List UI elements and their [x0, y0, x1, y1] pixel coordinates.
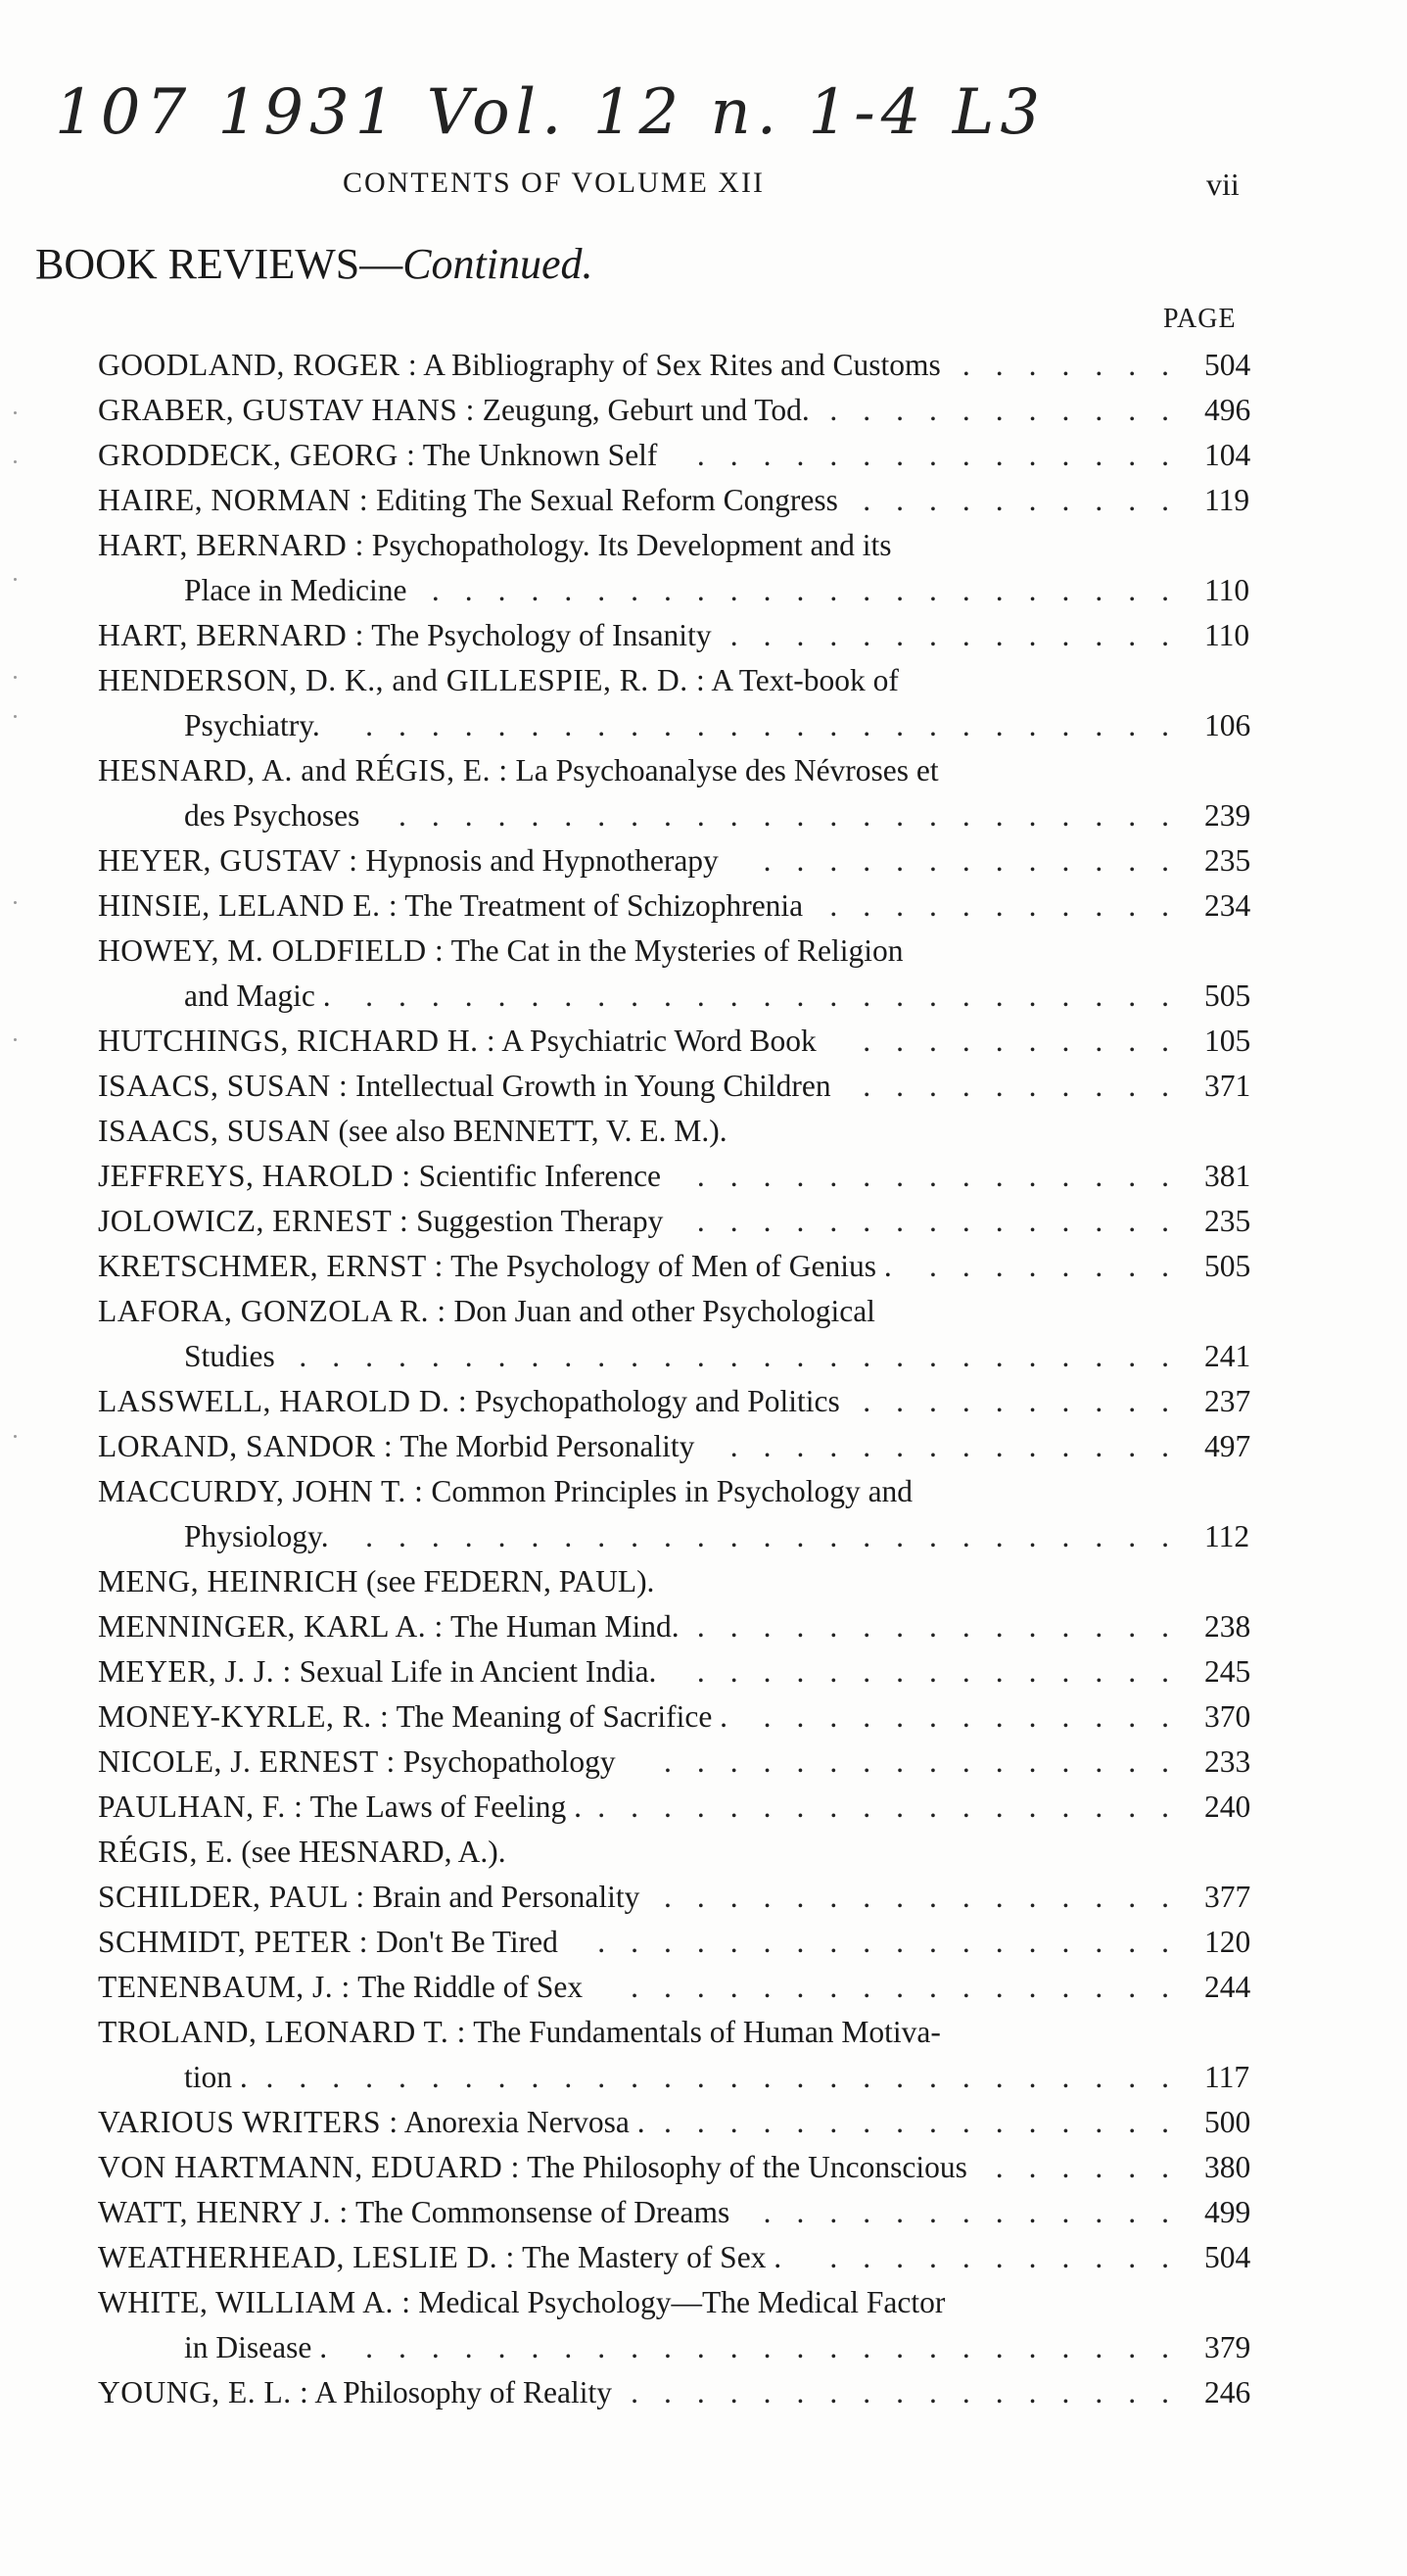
- entry-author: VARIOUS WRITERS :: [98, 2105, 399, 2139]
- entry-title: A Philosophy of Reality: [314, 2375, 613, 2409]
- entry-line: [98, 1424, 1273, 1469]
- dot-leader: ................: [664, 1744, 1195, 1779]
- running-head: CONTENTS OF VOLUME XII: [343, 167, 765, 199]
- entry-title: A Bibliography of Sex Rites and Customs: [423, 348, 941, 382]
- entry-author: HART, BERNARD :: [98, 618, 364, 652]
- entry-author: HINSIE, LELAND E. :: [98, 888, 399, 923]
- entry-line: [98, 1289, 1273, 1334]
- entry-line: [98, 1064, 1273, 1109]
- entry-title: The Mastery of Sex .: [522, 2240, 782, 2274]
- entry-author: GRODDECK, GEORG :: [98, 438, 416, 472]
- entry-author: JEFFREYS, HAROLD :: [98, 1159, 411, 1193]
- entry-page-number: 117: [1204, 2060, 1250, 2094]
- review-entry: [98, 1154, 1273, 1199]
- entry-title-continued: Physiology.: [184, 1519, 329, 1553]
- entry-line-continued: [98, 2055, 1273, 2100]
- entry-author: HART, BERNARD :: [98, 528, 364, 562]
- entry-line-continued: [98, 1334, 1273, 1379]
- entry-author: YOUNG, E. L. :: [98, 2375, 309, 2409]
- entry-line-continued: [98, 703, 1273, 748]
- dot-leader: .............: [763, 2195, 1195, 2229]
- entry-line: [98, 343, 1273, 388]
- entry-page-number: 104: [1204, 438, 1251, 472]
- entry-page-number: 233: [1204, 1744, 1251, 1779]
- review-entry: [98, 658, 1273, 748]
- entry-line: [98, 1019, 1273, 1064]
- dot-leader: ........................: [399, 798, 1195, 833]
- entry-title: Zeugung, Geburt und Tod.: [482, 393, 810, 427]
- entry-title: Hypnosis and Hypnotherapy: [365, 843, 719, 878]
- entry-page-number: 497: [1204, 1429, 1251, 1463]
- section-heading: [35, 239, 593, 289]
- entry-line: [98, 1604, 1273, 1649]
- review-entry: [98, 1424, 1273, 1469]
- dot-leader: ...............: [696, 1159, 1195, 1193]
- entry-page-number: 496: [1204, 393, 1251, 427]
- entry-line-continued: [98, 2325, 1273, 2370]
- entry-title-continued: Psychiatry.: [184, 708, 320, 742]
- dot-leader: .........................: [365, 978, 1195, 1013]
- dot-leader: ........: [929, 1249, 1195, 1283]
- review-entry: [98, 1649, 1273, 1694]
- dot-leader: .........................: [365, 2330, 1195, 2364]
- page-folio: vii: [1206, 167, 1240, 202]
- review-entry: [98, 1019, 1273, 1064]
- entry-author: MACCURDY, JOHN T. :: [98, 1474, 424, 1508]
- entry-title: (see FEDERN, PAUL).: [365, 1564, 655, 1598]
- entry-line: [98, 2100, 1273, 2145]
- entry-line: [98, 2280, 1273, 2325]
- margin-specks: [0, 0, 39, 2576]
- entry-page-number: 241: [1204, 1339, 1251, 1373]
- entry-title: The Riddle of Sex: [357, 1970, 584, 2004]
- entry-title: (see HESNARD, A.).: [241, 1835, 506, 1869]
- entry-title-continued: tion .: [184, 2060, 248, 2094]
- entry-line: [98, 1785, 1273, 1830]
- entry-line: [98, 838, 1273, 883]
- entry-line: [98, 1244, 1273, 1289]
- review-entry: [98, 1830, 1273, 1875]
- entry-author: LASSWELL, HAROLD D. :: [98, 1384, 468, 1418]
- review-entry: [98, 2100, 1273, 2145]
- entry-author: LAFORA, GONZOLA R. :: [98, 1294, 446, 1328]
- entry-title: A Psychiatric Word Book: [501, 1024, 817, 1058]
- dot-leader: ...........: [829, 2240, 1195, 2274]
- entry-title: The Commonsense of Dreams: [354, 2195, 730, 2229]
- entry-title-continued: Place in Medicine: [184, 573, 407, 607]
- entry-line-continued: [98, 974, 1273, 1019]
- review-entry: [98, 1379, 1273, 1424]
- dot-leader: ..........: [863, 483, 1195, 517]
- entry-title: The Morbid Personality: [399, 1429, 695, 1463]
- entry-title: Editing The Sexual Reform Congress: [376, 483, 838, 517]
- entry-author: HEYER, GUSTAV :: [98, 843, 358, 878]
- entry-author: GOODLAND, ROGER :: [98, 348, 418, 382]
- entry-author: WHITE, WILLIAM A. :: [98, 2285, 411, 2319]
- entry-author: SCHILDER, PAUL :: [98, 1880, 365, 1914]
- review-entry: [98, 433, 1273, 478]
- dot-leader: .............: [763, 1699, 1195, 1734]
- review-entry: [98, 1244, 1273, 1289]
- entry-author: HAIRE, NORMAN :: [98, 483, 369, 517]
- entry-page-number: 246: [1204, 2375, 1251, 2409]
- review-entry: [98, 523, 1273, 613]
- entry-author: NICOLE, J. ERNEST :: [98, 1744, 396, 1779]
- review-entry: [98, 2370, 1273, 2415]
- entry-title: Don't Be Tired: [375, 1925, 558, 1959]
- review-entry-list: [98, 343, 1273, 2415]
- dot-leader: ......: [995, 2150, 1195, 2184]
- dot-leader: ...........: [829, 888, 1195, 923]
- review-entry: [98, 1064, 1273, 1109]
- entry-author: SCHMIDT, PETER :: [98, 1925, 369, 1959]
- dot-leader: .............: [763, 843, 1195, 878]
- dot-leader: ...............: [696, 1204, 1195, 1238]
- entry-line: [98, 523, 1273, 568]
- dot-leader: ..................: [597, 1925, 1195, 1959]
- dot-leader: ...............: [696, 438, 1195, 472]
- review-entry: [98, 1199, 1273, 1244]
- entry-author: WATT, HENRY J. :: [98, 2195, 349, 2229]
- dot-leader: .........................: [365, 1519, 1195, 1553]
- dot-leader: ..........: [863, 1069, 1195, 1103]
- entry-title: The Fundamentals of Human Motiva-: [473, 2015, 941, 2049]
- entry-page-number: 235: [1204, 1204, 1251, 1238]
- review-entry: [98, 1559, 1273, 1604]
- entry-line: [98, 613, 1273, 658]
- entry-line: [98, 2145, 1273, 2190]
- entry-title-continued: in Disease .: [184, 2330, 328, 2364]
- entry-line: [98, 388, 1273, 433]
- entry-title: The Psychology of Men of Genius .: [450, 1249, 892, 1283]
- entry-page-number: 120: [1204, 1925, 1251, 1959]
- entry-author: RÉGIS, E.: [98, 1835, 234, 1869]
- entry-page-number: 237: [1204, 1384, 1251, 1418]
- review-entry: [98, 929, 1273, 1019]
- entry-title: The Philosophy of the Unconscious: [527, 2150, 967, 2184]
- entry-page-number: 244: [1204, 1970, 1251, 2004]
- dot-leader: ...........: [829, 393, 1195, 427]
- entry-title: Medical Psychology—The Medical Factor: [418, 2285, 946, 2319]
- review-entry: [98, 2235, 1273, 2280]
- entry-author: MENG, HEINRICH: [98, 1564, 358, 1598]
- entry-line: [98, 1830, 1273, 1875]
- dot-leader: .................: [631, 2375, 1195, 2409]
- entry-page-number: 505: [1204, 1249, 1251, 1283]
- entry-page-number: 239: [1204, 798, 1251, 833]
- entry-page-number: 245: [1204, 1654, 1251, 1689]
- dot-leader: ..........: [863, 1384, 1195, 1418]
- review-entry: [98, 388, 1273, 433]
- entry-line: [98, 1875, 1273, 1920]
- entry-page-number: 505: [1204, 978, 1251, 1013]
- entry-page-number: 371: [1204, 1069, 1251, 1103]
- entry-line: [98, 2190, 1273, 2235]
- dot-leader: ...........................: [299, 1339, 1195, 1373]
- entry-author: TENENBAUM, J. :: [98, 1970, 351, 2004]
- entry-line: [98, 2370, 1273, 2415]
- entry-author: JOLOWICZ, ERNEST :: [98, 1204, 409, 1238]
- entry-title: Intellectual Growth in Young Children: [355, 1069, 831, 1103]
- entry-line: [98, 478, 1273, 523]
- entry-line: [98, 1965, 1273, 2010]
- entry-author: TROLAND, LEONARD T. :: [98, 2015, 466, 2049]
- entry-page-number: 504: [1204, 348, 1251, 382]
- entry-title: Common Principles in Psychology and: [431, 1474, 914, 1508]
- entry-page-number: 370: [1204, 1699, 1251, 1734]
- dot-leader: ..................: [597, 1789, 1195, 1824]
- entry-page-number: 499: [1204, 2195, 1251, 2229]
- review-entry: [98, 1920, 1273, 1965]
- review-entry: [98, 1289, 1273, 1379]
- entry-page-number: 106: [1204, 708, 1251, 742]
- entry-title: Psychopathology: [402, 1744, 616, 1779]
- entry-page-number: 234: [1204, 888, 1251, 923]
- entry-title: Scientific Inference: [418, 1159, 662, 1193]
- entry-line: [98, 2235, 1273, 2280]
- review-entry: [98, 1469, 1273, 1559]
- dot-leader: ...............: [696, 1654, 1195, 1689]
- review-entry: [98, 1694, 1273, 1740]
- review-entry: [98, 1109, 1273, 1154]
- review-entry: [98, 1965, 1273, 2010]
- entry-title: La Psychoanalyse des Névroses et: [515, 753, 939, 787]
- entry-author: HENDERSON, D. K., and GILLESPIE, R. D. :: [98, 663, 706, 697]
- entry-line: [98, 748, 1273, 793]
- entry-page-number: 380: [1204, 2150, 1251, 2184]
- entry-line: [98, 1559, 1273, 1604]
- entry-author: HUTCHINGS, RICHARD H. :: [98, 1024, 496, 1058]
- entry-title: The Cat in the Mysteries of Religion: [450, 933, 904, 968]
- entry-author: MONEY-KYRLE, R. :: [98, 1699, 390, 1734]
- dot-leader: .................: [631, 1970, 1195, 2004]
- entry-page-number: 110: [1204, 573, 1250, 607]
- entry-line: [98, 1740, 1273, 1785]
- dot-leader: ............................: [265, 2060, 1195, 2094]
- review-entry: [98, 2280, 1273, 2370]
- entry-page-number: 381: [1204, 1159, 1251, 1193]
- entry-author: PAULHAN, F. :: [98, 1789, 304, 1824]
- entry-title: The Human Mind.: [450, 1609, 680, 1644]
- review-entry: [98, 1785, 1273, 1830]
- entry-page-number: 379: [1204, 2330, 1251, 2364]
- entry-title-continued: des Psychoses: [184, 798, 360, 833]
- entry-author: HOWEY, M. OLDFIELD :: [98, 933, 445, 968]
- entry-line: [98, 1649, 1273, 1694]
- review-entry: [98, 748, 1273, 838]
- entry-author: GRABER, GUSTAV HANS :: [98, 393, 475, 427]
- entry-title: Suggestion Therapy: [416, 1204, 664, 1238]
- entry-page-number: 110: [1204, 618, 1250, 652]
- review-entry: [98, 343, 1273, 388]
- section-continued: Continued.: [402, 240, 593, 288]
- review-entry: [98, 2145, 1273, 2190]
- handwritten-catalog-note: 107 1931 Vol. 12 n. 1-4 L3: [55, 76, 1047, 149]
- review-entry: [98, 2010, 1273, 2100]
- entry-title: Brain and Personality: [372, 1880, 640, 1914]
- entry-title: Psychopathology. Its Development and its: [371, 528, 892, 562]
- entry-author: VON HARTMANN, EDUARD :: [98, 2150, 520, 2184]
- entry-title: The Meaning of Sacrifice .: [396, 1699, 728, 1734]
- entry-title: (see also BENNETT, V. E. M.).: [338, 1114, 727, 1148]
- entry-line-continued: [98, 568, 1273, 613]
- review-entry: [98, 1740, 1273, 1785]
- entry-page-number: 504: [1204, 2240, 1251, 2274]
- review-entry: [98, 883, 1273, 929]
- entry-line: [98, 1154, 1273, 1199]
- entry-line: [98, 1920, 1273, 1965]
- entry-title: The Unknown Self: [422, 438, 658, 472]
- entry-title-continued: and Magic .: [184, 978, 331, 1013]
- entry-author: MENNINGER, KARL A. :: [98, 1609, 444, 1644]
- entry-title: Psychopathology and Politics: [474, 1384, 840, 1418]
- entry-line-continued: [98, 793, 1273, 838]
- entry-title-continued: Studies: [184, 1339, 275, 1373]
- entry-author: HESNARD, A. and RÉGIS, E. :: [98, 753, 508, 787]
- dot-leader: ...............: [696, 1609, 1195, 1644]
- entry-line: [98, 929, 1273, 974]
- entry-author: LORAND, SANDOR :: [98, 1429, 394, 1463]
- entry-page-number: 377: [1204, 1880, 1251, 1914]
- page-column-label: PAGE: [1163, 304, 1237, 334]
- entry-line: [98, 883, 1273, 929]
- review-entry: [98, 1604, 1273, 1649]
- dot-leader: ................: [664, 1880, 1195, 1914]
- review-entry: [98, 613, 1273, 658]
- entry-line: [98, 2010, 1273, 2055]
- entry-title: Anorexia Nervosa .: [403, 2105, 645, 2139]
- dot-leader: .........................: [365, 708, 1195, 742]
- entry-title: The Psychology of Insanity: [371, 618, 712, 652]
- dot-leader: .......................: [431, 573, 1195, 607]
- entry-line-continued: [98, 1514, 1273, 1559]
- dot-leader: .......: [961, 348, 1195, 382]
- entry-author: MEYER, J. J. :: [98, 1654, 292, 1689]
- review-entry: [98, 478, 1273, 523]
- entry-title: Don Juan and other Psychological: [453, 1294, 875, 1328]
- review-entry: [98, 2190, 1273, 2235]
- section-title: BOOK REVIEWS—: [35, 240, 403, 288]
- entry-page-number: 240: [1204, 1789, 1251, 1824]
- entry-page-number: 235: [1204, 843, 1251, 878]
- entry-author: ISAACS, SUSAN :: [98, 1069, 349, 1103]
- entry-line: [98, 1694, 1273, 1740]
- entry-line: [98, 658, 1273, 703]
- review-entry: [98, 838, 1273, 883]
- entry-title: Sexual Life in Ancient India.: [299, 1654, 657, 1689]
- dot-leader: ..............: [729, 618, 1195, 652]
- entry-line: [98, 1109, 1273, 1154]
- entry-page-number: 112: [1204, 1519, 1250, 1553]
- entry-author: ISAACS, SUSAN: [98, 1114, 331, 1148]
- entry-author: KRETSCHMER, ERNST :: [98, 1249, 444, 1283]
- entry-title: The Treatment of Schizophrenia: [404, 888, 804, 923]
- entry-page-number: 119: [1204, 483, 1250, 517]
- review-entry: [98, 1875, 1273, 1920]
- entry-title: The Laws of Feeling .: [309, 1789, 582, 1824]
- entry-page-number: 238: [1204, 1609, 1251, 1644]
- entry-title: A Text-book of: [711, 663, 899, 697]
- entry-page-number: 105: [1204, 1024, 1251, 1058]
- entry-line: [98, 433, 1273, 478]
- dot-leader: ................: [664, 2105, 1195, 2139]
- dot-leader: ..............: [729, 1429, 1195, 1463]
- entry-author: WEATHERHEAD, LESLIE D. :: [98, 2240, 515, 2274]
- entry-line: [98, 1469, 1273, 1514]
- entry-line: [98, 1199, 1273, 1244]
- entry-page-number: 500: [1204, 2105, 1251, 2139]
- dot-leader: ..........: [863, 1024, 1195, 1058]
- entry-line: [98, 1379, 1273, 1424]
